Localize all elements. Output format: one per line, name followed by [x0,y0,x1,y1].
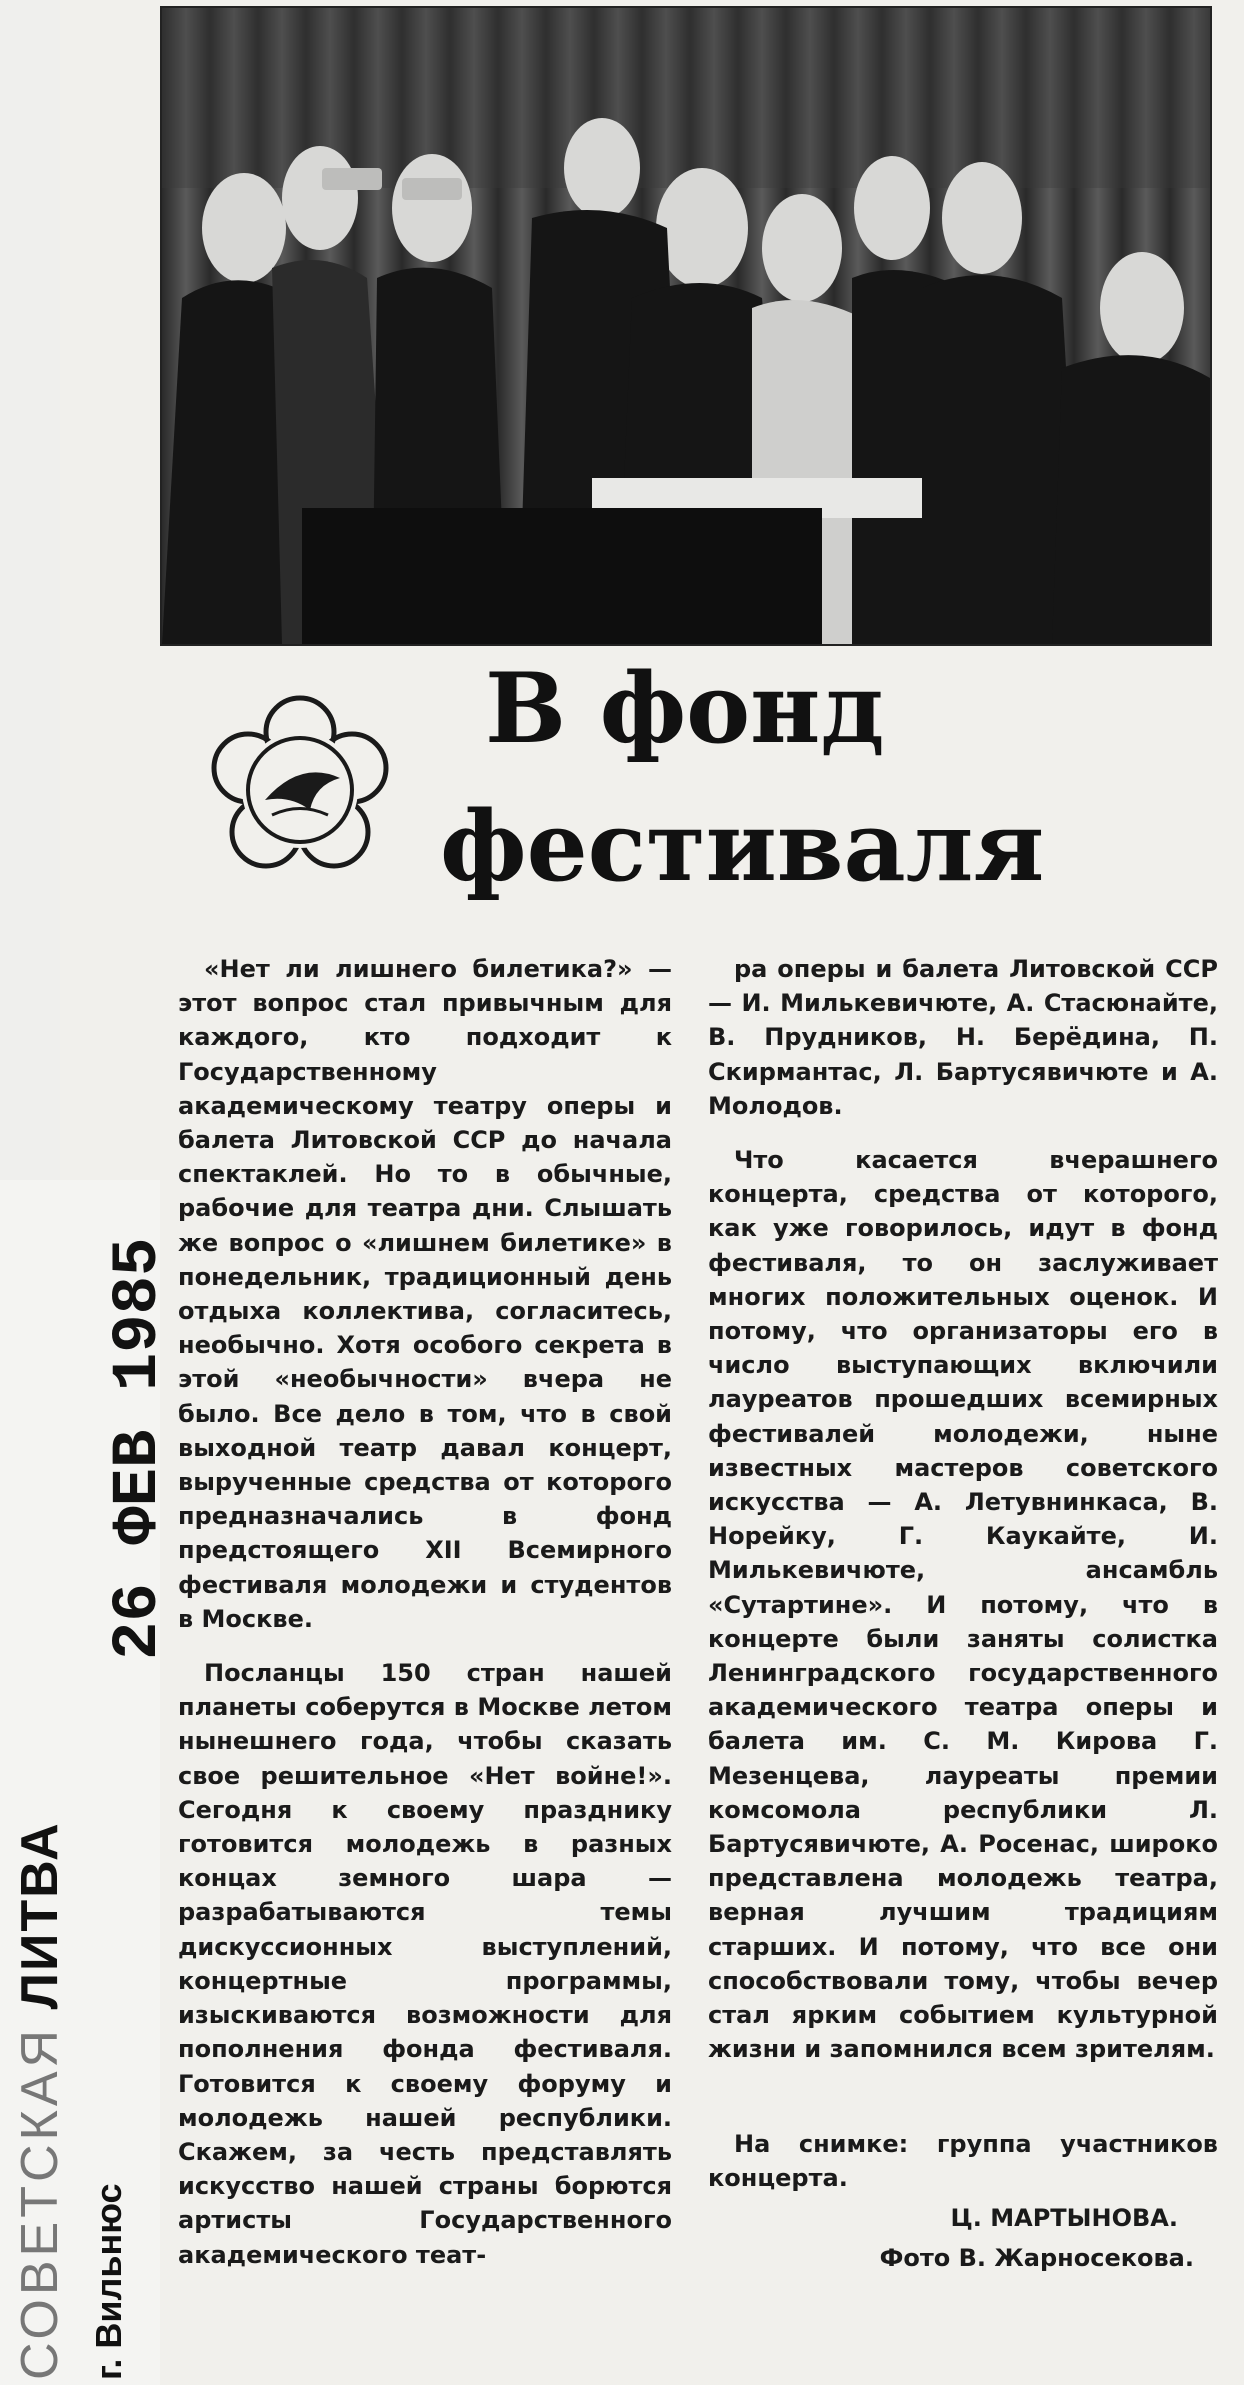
newspaper-stamp [0,1240,160,2380]
photo-image [162,8,1210,644]
paragraph: Что касается вчерашнего концерта, средства от которого, как уже говорилось, идут в фонд фестиваля, то он заслуживает многих положительных оценок. И потому, что организаторы его в число выступающих включили лауреатов прошедших всемирных фестивалей молодежи, ныне известных мастеров советского искусства — А. Летувнинкаса, В. Норейку, Г. Каукайте, И. Милькевичюте, ансамбль «Сутартине». И потому, что в концерте были заняты солистка Ленинградского государственного академического театра оперы и балета им. С. М. Кирова Г. Мезенцева, лауреаты премии комсомола республики Л. Бартусявичюте, А. Росенас, широко представлена молодежь театра, верная лучшим традициям старших. И потому, что все они способствовали тому, чтобы вечер стал ярким событием культурной жизни и запомнился всем зрителям. [708,1146,1218,2064]
stamp-paper-bold: ЛИТВА [11,1821,69,2010]
left-column [178,952,672,2292]
article-photo [160,6,1212,646]
date-stamp-text: 26 ФЕВ 1985 [103,1237,175,1660]
paragraph: Посланцы 150 стран нашей планеты соберутся в Москве летом нынешнего года, чтобы сказать свое решительное «Нет войне!». Сегодня к своему празднику готовится молодежь в разных концах земного шара — разрабатываются темы дискуссионных выступлений, концертные программы, изыскиваются возможности для пополнения фонда фестиваля. Готовится к своему форуму и молодежь нашей республики. Скажем, за честь представлять искусство нашей страны борются артисты Государственного академического теат- [178,1659,672,2269]
headline [440,640,1044,916]
author-signature: Ц. МАРТЫНОВА. [950,2203,1178,2232]
stamp-city: г. Вильнюс [88,2183,129,2380]
festival-flower-emblem-icon [200,690,400,890]
headline-line-2: фестиваля [440,790,1045,903]
right-column [708,952,1218,2275]
photo-caption: На снимке: группа участников концерта. [708,2129,1218,2192]
paragraph: ра оперы и балета Литовской ССР — И. Милькевичюте, А. Стасюнайте, В. Прудников, Н. Берёдина, П. Скирмантас, Л. Бартусявичюте и А. Молодов. [708,955,1218,1120]
stamp-paper-word: СОВЕТСКАЯ [11,2025,69,2380]
stamp-paper-name [10,1821,70,2380]
photo-credit: Фото В. Жарносекова. [879,2244,1194,2273]
paragraph: «Нет ли лишнего билетика?» — этот вопрос стал привычным для каждого, кто подходит к Государственному академическому театру оперы и балета Литовской ССР до начала спектаклей. Но то в обычные, рабочие для театра дни. Слышать же вопрос о «лишнем билетике» в понедельник, традиционный день отдыха коллектива, согласитесь, необычно. Хотя особого секрета в этой «необычности» вчера не было. Все дело в том, что в свой выходной театр давал концерт, вырученные средства от которого предназначались в фонд предстоящего XII Всемирного фестиваля молодежи и студентов в Москве. [178,955,672,1633]
headline-line-1: В фонд [485,652,885,765]
